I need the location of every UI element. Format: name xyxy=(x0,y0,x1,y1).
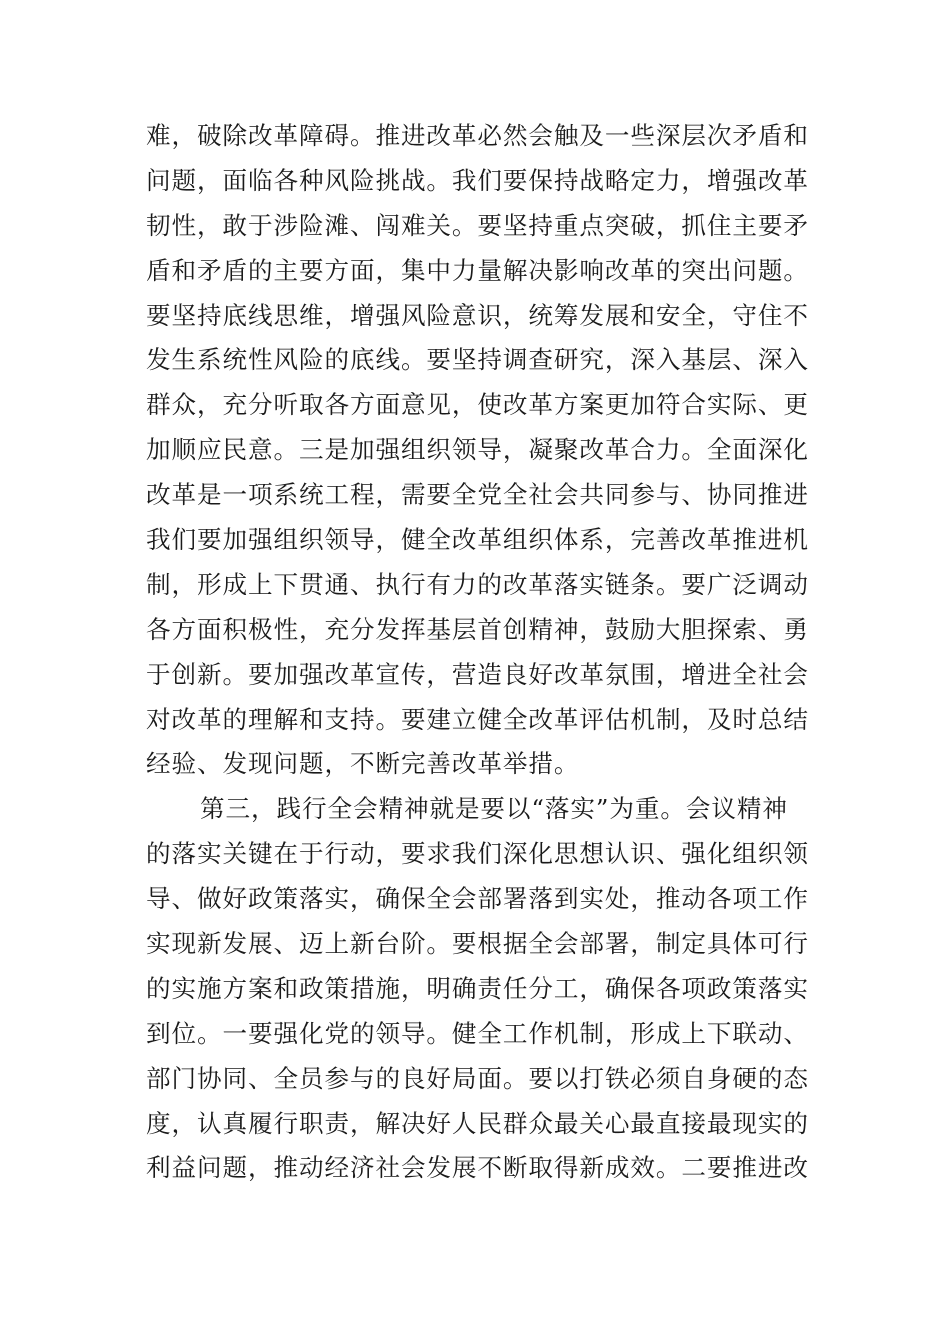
text-line: 制，形成上下贯通、执行有力的改革落实链条。要广泛调动 xyxy=(146,569,809,599)
text-line: 经验、发现问题，不断完善改革举措。 xyxy=(146,749,580,779)
body-text xyxy=(146,114,810,1191)
text-line: 我们要加强组织领导，健全改革组织体系，完善改革推进机 xyxy=(146,525,809,555)
text-line: 改革是一项系统工程，需要全党全社会共同参与、协同推进 xyxy=(146,480,809,510)
text-line: 群众，充分听取各方面意见，使改革方案更加符合实际、更 xyxy=(146,390,809,420)
text-line: 加顺应民意。三是加强组织领导，凝聚改革合力。全面深化 xyxy=(146,435,809,465)
text-line: 发生系统性风险的底线。要坚持调查研究，深入基层、深入 xyxy=(146,345,809,375)
text-line: 利益问题，推动经济社会发展不断取得新成效。二要推进改 xyxy=(146,1153,809,1183)
text-line: 韧性，敢于涉险滩、闯难关。要坚持重点突破，抓住主要矛 xyxy=(146,210,809,240)
text-line: 于创新。要加强改革宣传，营造良好改革氛围，增进全社会 xyxy=(146,659,809,689)
text-line: 度，认真履行职责，解决好人民群众最关心最直接最现实的 xyxy=(146,1108,809,1138)
text-line: 对改革的理解和支持。要建立健全改革评估机制，及时总结 xyxy=(146,704,809,734)
paragraph-start-line: 第三，践行全会精神就是要以“落实”为重。会议精神 xyxy=(200,794,788,824)
text-line: 到位。一要强化党的领导。健全工作机制，形成上下联动、 xyxy=(146,1018,809,1048)
text-line: 的实施方案和政策措施，明确责任分工，确保各项政策落实 xyxy=(146,973,809,1003)
text-line: 的落实关键在于行动，要求我们深化思想认识、强化组织领 xyxy=(146,839,809,869)
text-line: 难，破除改革障碍。推进改革必然会触及一些深层次矛盾和 xyxy=(146,121,809,150)
text-line: 导、做好政策落实，确保全会部署落到实处，推动各项工作 xyxy=(146,884,809,914)
text-line: 各方面积极性，充分发挥基层首创精神，鼓励大胆探索、勇 xyxy=(146,614,809,644)
text-line: 部门协同、全员参与的良好局面。要以打铁必须自身硬的态 xyxy=(146,1063,809,1093)
text-line: 盾和矛盾的主要方面，集中力量解决影响改革的突出问题。 xyxy=(146,255,809,285)
text-line: 实现新发展、迈上新台阶。要根据全会部署，制定具体可行 xyxy=(146,929,809,959)
text-line: 问题，面临各种风险挑战。我们要保持战略定力，增强改革 xyxy=(146,165,809,195)
text-line: 要坚持底线思维，增强风险意识，统筹发展和安全，守住不 xyxy=(146,300,809,330)
